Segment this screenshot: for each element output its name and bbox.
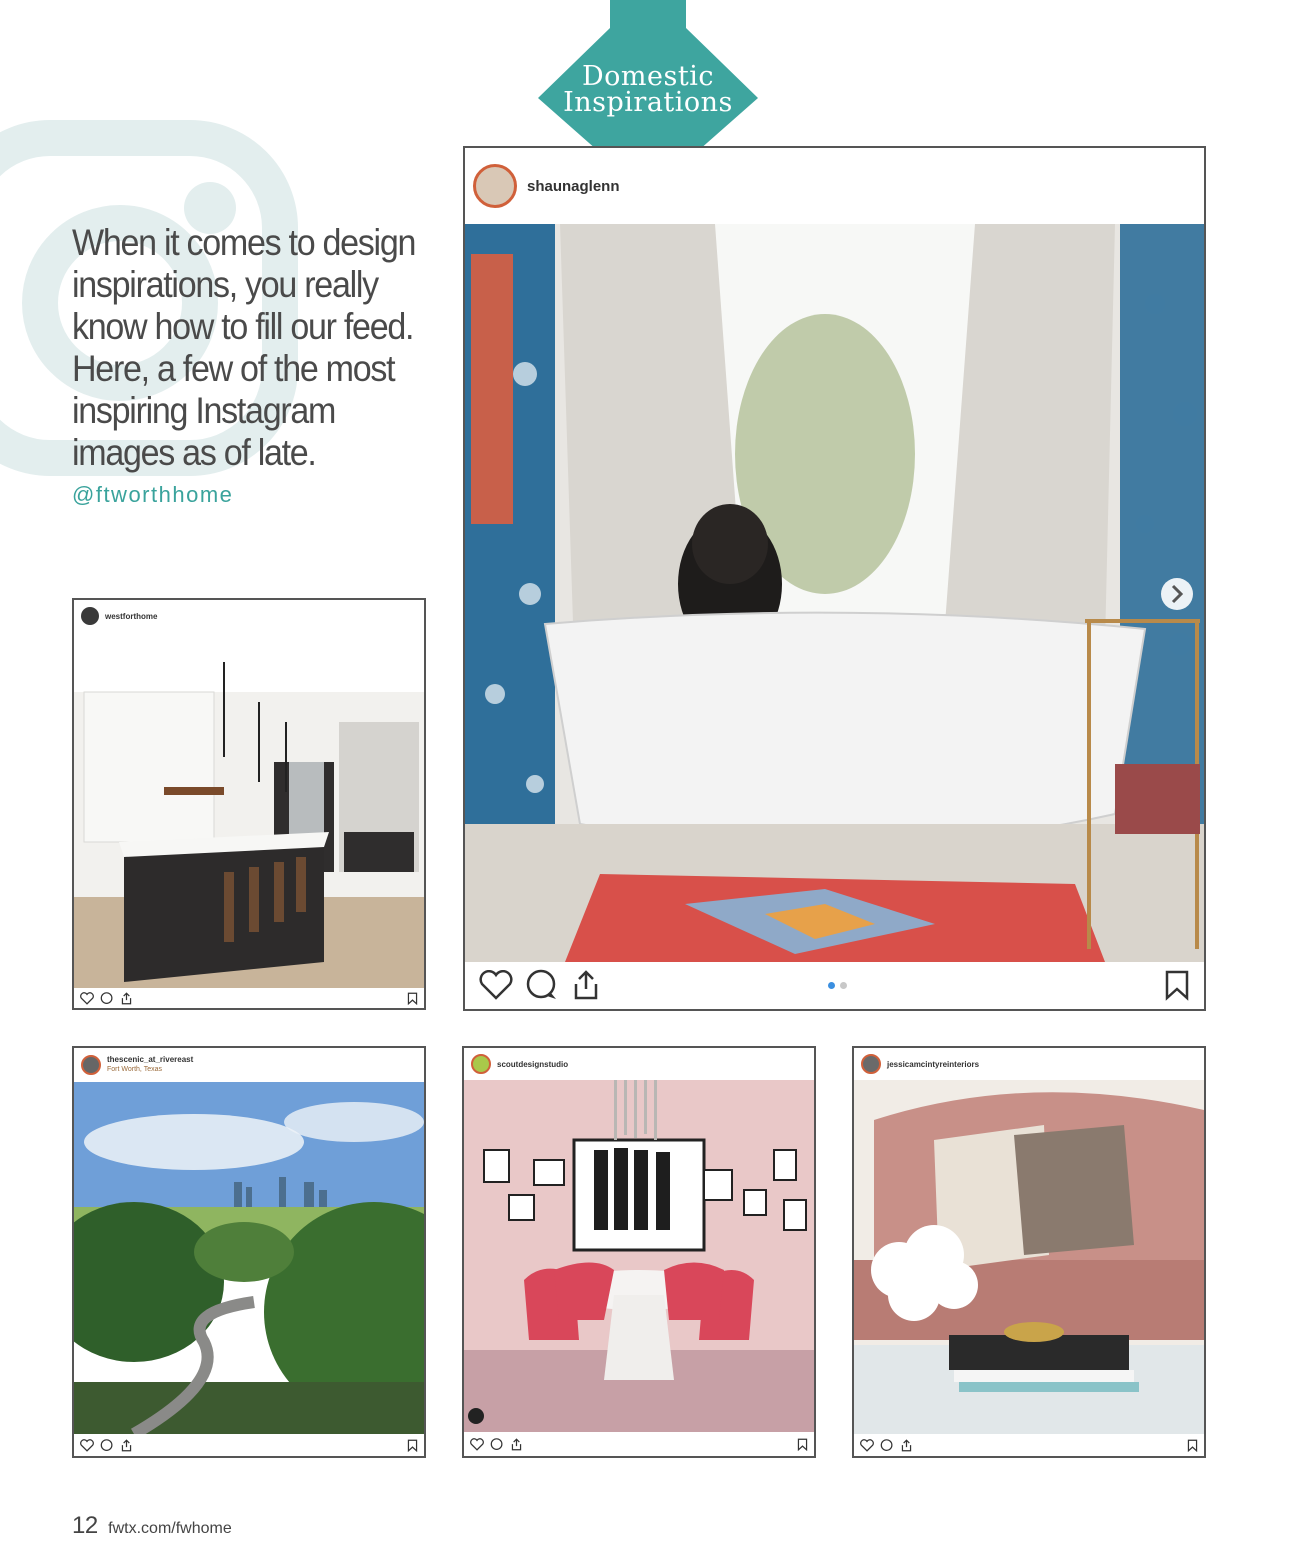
username[interactable]: westforthome	[105, 611, 158, 621]
avatar[interactable]	[81, 607, 99, 625]
post-header	[74, 1048, 424, 1082]
post-image-sofa[interactable]	[854, 1080, 1204, 1434]
post-image-kitchen[interactable]	[74, 632, 424, 988]
page-number: 12	[72, 1512, 98, 1539]
footer-site-url[interactable]: fwtx.com/fwhome	[108, 1520, 232, 1537]
carousel-dot-active	[828, 982, 835, 989]
instagram-post-kitchen[interactable]	[72, 598, 426, 1010]
kitchen-photo	[74, 632, 424, 988]
instagram-post-skyline[interactable]	[72, 1046, 426, 1458]
share-icon[interactable]	[510, 1438, 523, 1451]
bookmark-icon[interactable]	[1187, 1439, 1198, 1452]
post-header-text	[107, 1055, 193, 1075]
action-spacer	[523, 982, 1152, 989]
username[interactable]: scoutdesignstudio	[497, 1059, 569, 1069]
sofa-photo	[854, 1080, 1204, 1434]
carousel-dot	[840, 982, 847, 989]
instagram-handle[interactable]: @ftworthhome	[72, 482, 234, 507]
instagram-post-dining[interactable]	[462, 1046, 816, 1458]
post-header	[854, 1048, 1204, 1080]
post-header	[465, 148, 1204, 224]
post-header	[464, 1048, 814, 1080]
instagram-post-main[interactable]	[463, 146, 1206, 1011]
post-actions	[465, 961, 1204, 1009]
comment-icon[interactable]	[100, 1439, 114, 1452]
comment-icon[interactable]	[100, 992, 114, 1005]
bookmark-icon[interactable]	[1164, 969, 1190, 1001]
instagram-post-sofa[interactable]	[852, 1046, 1206, 1458]
username[interactable]: shaunaglenn	[527, 177, 620, 195]
post-image-skyline[interactable]	[74, 1082, 424, 1434]
post-header	[74, 600, 424, 632]
like-heart-icon[interactable]	[80, 1439, 94, 1452]
post-actions	[74, 1434, 424, 1456]
avatar[interactable]	[473, 164, 517, 208]
like-heart-icon[interactable]	[80, 992, 94, 1005]
comment-icon[interactable]	[490, 1438, 504, 1451]
banner-title-line1: Domestic	[582, 61, 714, 92]
banner-title	[538, 61, 758, 118]
dining-photo	[464, 1080, 814, 1432]
avatar[interactable]	[861, 1054, 881, 1074]
bathroom-photo	[465, 224, 1204, 962]
share-icon[interactable]	[120, 992, 133, 1005]
bookmark-icon[interactable]	[797, 1438, 808, 1451]
avatar[interactable]	[81, 1055, 101, 1075]
skyline-photo	[74, 1082, 424, 1434]
post-actions	[74, 988, 424, 1008]
avatar[interactable]	[471, 1054, 491, 1074]
username[interactable]: thescenic_at_rivereast	[107, 1055, 194, 1064]
intro-text: When it comes to design inspirations, you really know how to fill our feed. Here, a few of the most inspiring Instagram images as of late.	[72, 222, 416, 473]
share-icon[interactable]	[120, 1439, 133, 1452]
location[interactable]: Fort Worth, Texas	[107, 1066, 162, 1073]
page-footer	[72, 1512, 232, 1540]
comment-icon[interactable]	[880, 1439, 894, 1452]
like-heart-icon[interactable]	[479, 970, 513, 1000]
banner-title-line2: Inspirations	[563, 87, 733, 118]
post-image-dining[interactable]	[464, 1080, 814, 1432]
like-heart-icon[interactable]	[470, 1438, 484, 1451]
bookmark-icon[interactable]	[407, 992, 418, 1005]
post-actions	[854, 1434, 1204, 1456]
bookmark-icon[interactable]	[407, 1439, 418, 1452]
post-actions	[464, 1432, 814, 1456]
post-image-bathroom[interactable]	[465, 224, 1204, 962]
username[interactable]: jessicamcintyreinteriors	[887, 1059, 980, 1069]
share-icon[interactable]	[900, 1439, 913, 1452]
like-heart-icon[interactable]	[860, 1439, 874, 1452]
